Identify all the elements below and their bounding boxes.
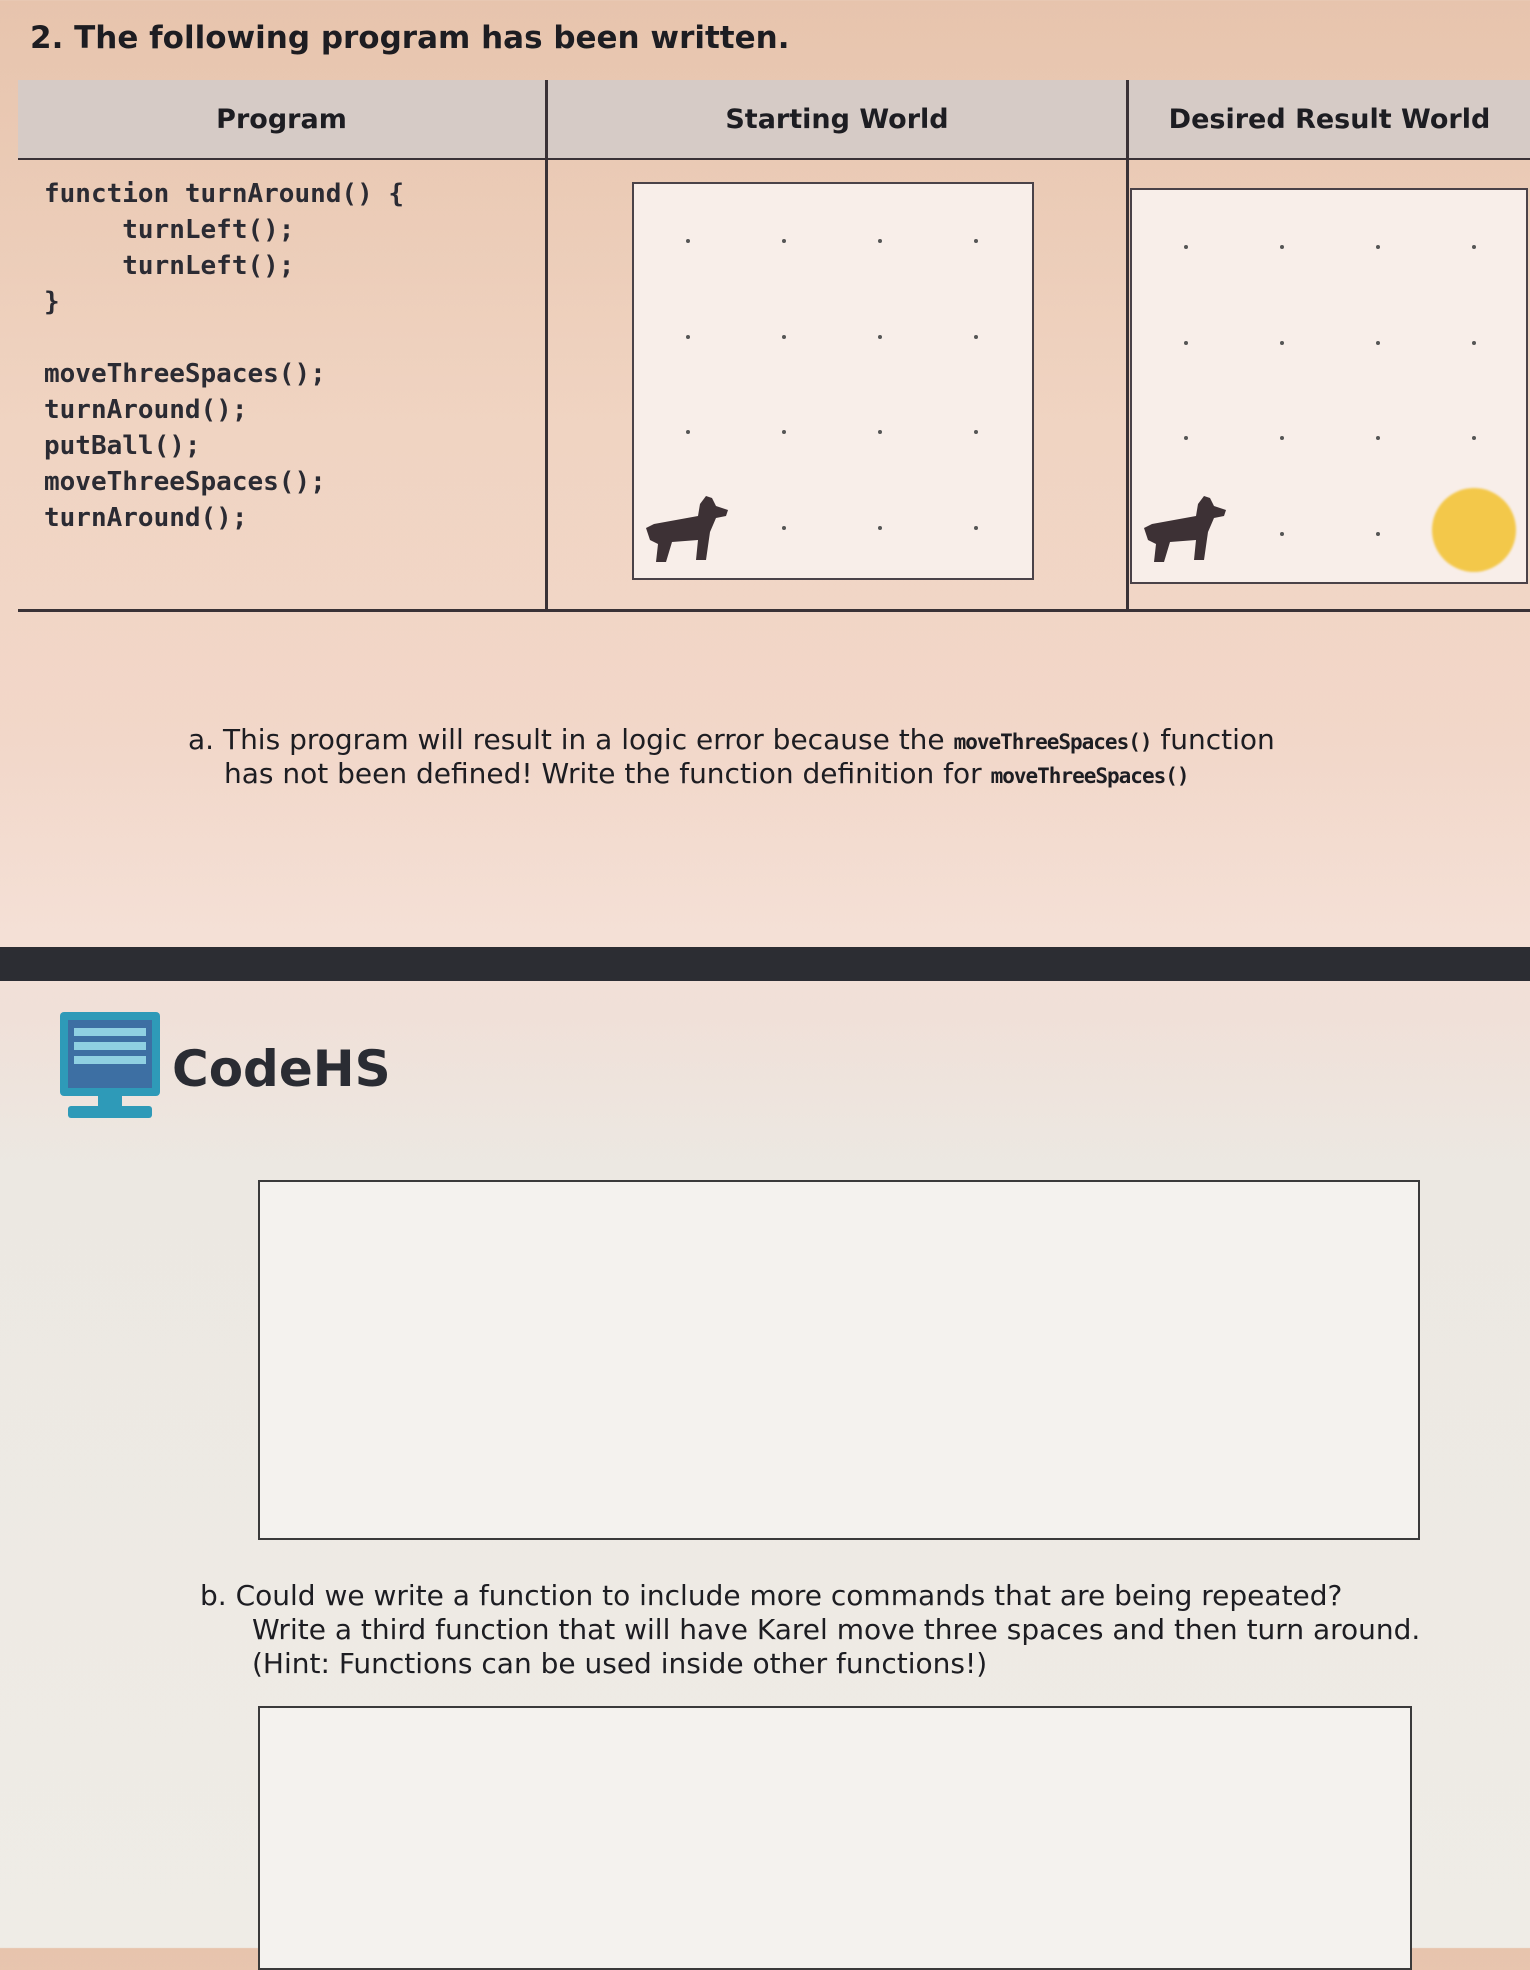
code-line: putBall(); (44, 431, 201, 461)
code-line: turnAround(); (44, 395, 248, 425)
header-program: Program (18, 80, 545, 160)
grid-dot (878, 239, 882, 243)
inline-code: moveThreeSpaces() (990, 764, 1189, 788)
column-divider (545, 80, 548, 612)
part-a-line-2 (224, 756, 1189, 794)
grid-dot (974, 239, 978, 243)
column-divider (1126, 80, 1129, 612)
grid-dot (1376, 436, 1380, 440)
part-a-text: function (1160, 723, 1275, 756)
grid-dot (686, 430, 690, 434)
grid-dot (1376, 532, 1380, 536)
answer-box-a[interactable] (258, 1180, 1420, 1540)
program-code (44, 176, 404, 536)
program-table (18, 80, 1530, 612)
part-b-line-2: Write a third function that will have Karel move three spaces and then turn around. (252, 1613, 1421, 1646)
brand-name: CodeHS (172, 1040, 391, 1098)
grid-dot (782, 430, 786, 434)
code-line: moveThreeSpaces(); (44, 467, 326, 497)
grid-dot (1184, 245, 1188, 249)
grid-dot (782, 526, 786, 530)
code-line: } (44, 287, 60, 317)
grid-dot (782, 335, 786, 339)
grid-dot (686, 335, 690, 339)
grid-dot (1280, 341, 1284, 345)
code-line: moveThreeSpaces(); (44, 359, 326, 389)
monitor-icon (58, 1010, 162, 1122)
grid-dot (1376, 341, 1380, 345)
grid-dot (1472, 245, 1476, 249)
ball-icon (1432, 488, 1516, 572)
grid-dot (1280, 436, 1284, 440)
header-desired-world: Desired Result World (1129, 80, 1530, 160)
grid-dot (1280, 245, 1284, 249)
grid-dot (1280, 532, 1284, 536)
grid-dot (878, 526, 882, 530)
karel-dog-icon (642, 484, 734, 564)
grid-dot (1376, 245, 1380, 249)
part-a-text: has not been defined! Write the function definition for (224, 757, 982, 790)
grid-dot (1472, 341, 1476, 345)
grid-dot (1184, 436, 1188, 440)
grid-dot (686, 239, 690, 243)
grid-dot (878, 430, 882, 434)
grid-dot (974, 430, 978, 434)
grid-dot (782, 239, 786, 243)
inline-code: moveThreeSpaces() (953, 730, 1152, 754)
grid-dot (974, 335, 978, 339)
grid-dot (974, 526, 978, 530)
page-divider (0, 947, 1530, 981)
desired-world-grid (1130, 188, 1528, 584)
code-line: function turnAround() { (44, 179, 405, 209)
part-b-line-3: (Hint: Functions can be used inside other functions!) (252, 1647, 988, 1680)
part-b-line-1: b. Could we write a function to include more commands that are being repeated? (200, 1579, 1343, 1612)
part-a-line-1 (188, 722, 1275, 760)
grid-dot (1472, 436, 1476, 440)
header-starting-world: Starting World (548, 80, 1126, 160)
code-line: turnAround(); (44, 503, 248, 533)
answer-box-b[interactable] (258, 1706, 1412, 1970)
karel-dog-icon (1140, 484, 1232, 564)
grid-dot (878, 335, 882, 339)
grid-dot (1184, 341, 1188, 345)
question-title: 2. The following program has been written. (30, 20, 790, 56)
code-line: turnLeft(); (44, 215, 295, 245)
part-a-text: a. This program will result in a logic error because the (188, 723, 945, 756)
starting-world-grid (632, 182, 1034, 580)
code-line: turnLeft(); (44, 251, 295, 281)
table-bottom-border (18, 609, 1530, 612)
